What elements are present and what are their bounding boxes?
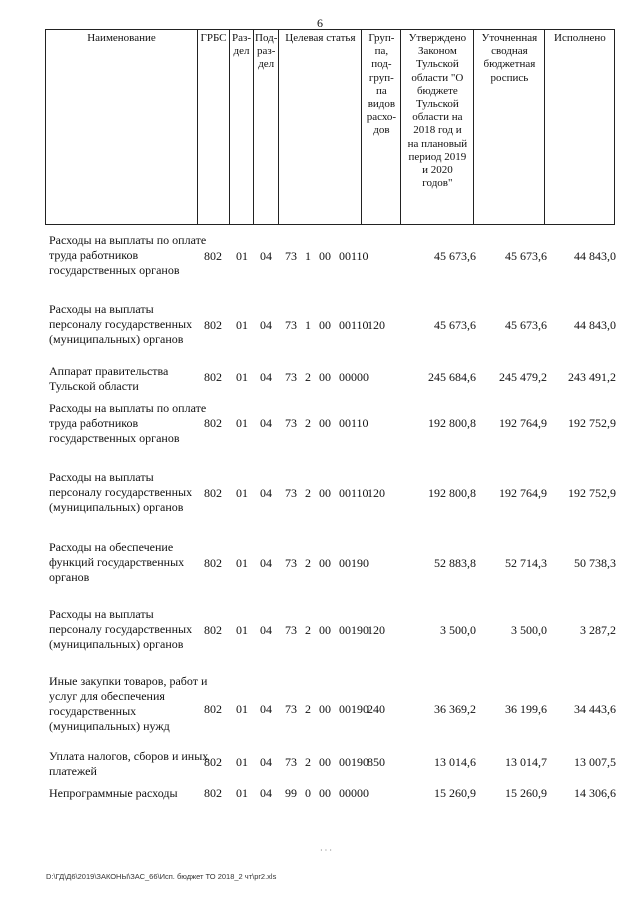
row-name: Расходы на выплаты персоналу государственных (муниципальных) органов [49,607,193,651]
row-podrazdel: 04 [260,556,272,570]
row-refined: 192 764,9 [499,486,547,500]
row-grbs: 802 [204,623,222,637]
row-refined: 36 199,6 [505,702,547,716]
row-podrazdel: 04 [260,623,272,637]
column-header-vid: Груп- па, под- груп- па видов расхо- дов [362,30,401,225]
row-approved: 45 673,6 [434,318,476,332]
row-target: 73 2 00 00190 [285,556,369,570]
row-vid: 120 [367,318,385,332]
row-refined: 15 260,9 [505,786,547,800]
row-executed: 192 752,9 [568,486,616,500]
footer-file-path: D:\ГД\Д6\2019\ЗАКОНЫ\ЗАС_66\Исп. бюджет ТО 2018_2 чт\pr2.xls [46,872,277,881]
column-header-executed: Исполнено [545,30,615,225]
row-target: 73 2 00 00190 [285,702,369,716]
row-grbs: 802 [204,702,222,716]
column-header-name: Наименование [46,30,198,225]
row-name: Уплата налогов, сборов и иных платежей [49,749,209,778]
column-header-target: Целевая статья [279,30,362,225]
row-grbs: 802 [204,370,222,384]
row-approved: 3 500,0 [440,623,476,637]
row-name: Иные закупки товаров, работ и услуг для обеспечения государственных (муниципальных) нужд [49,674,208,733]
row-razdel: 01 [236,786,248,800]
row-grbs: 802 [204,249,222,263]
row-approved: 192 800,8 [428,416,476,430]
row-vid: 120 [367,623,385,637]
row-razdel: 01 [236,249,248,263]
row-approved: 52 883,8 [434,556,476,570]
row-podrazdel: 04 [260,370,272,384]
row-target: 73 2 00 00000 [285,370,369,384]
row-executed: 44 843,0 [574,249,616,263]
row-vid: 120 [367,486,385,500]
row-name: Расходы на выплаты по оплате труда работников государственных органов [49,401,207,445]
row-grbs: 802 [204,786,222,800]
row-executed: 3 287,2 [580,623,616,637]
row-podrazdel: 04 [260,486,272,500]
row-name: Непрограммные расходы [49,786,178,800]
row-refined: 245 479,2 [499,370,547,384]
row-name: Расходы на выплаты по оплате труда работников государственных органов [49,233,207,277]
row-grbs: 802 [204,755,222,769]
row-executed: 34 443,6 [574,702,616,716]
page-number: 6 [317,16,323,30]
row-name: Расходы на обеспечение функций государственных органов [49,540,185,584]
row-grbs: 802 [204,416,222,430]
row-executed: 243 491,2 [568,370,616,384]
row-vid: 850 [367,755,385,769]
row-executed: 44 843,0 [574,318,616,332]
row-razdel: 01 [236,416,248,430]
row-refined: 45 673,6 [505,318,547,332]
row-approved: 13 014,6 [434,755,476,769]
row-razdel: 01 [236,755,248,769]
row-grbs: 802 [204,318,222,332]
row-podrazdel: 04 [260,755,272,769]
row-razdel: 01 [236,370,248,384]
row-approved: 45 673,6 [434,249,476,263]
row-podrazdel: 04 [260,702,272,716]
row-podrazdel: 04 [260,318,272,332]
row-name: Аппарат правительства Тульской области [49,364,169,393]
row-grbs: 802 [204,556,222,570]
row-name: Расходы на выплаты персоналу государственных (муниципальных) органов [49,470,193,514]
row-podrazdel: 04 [260,416,272,430]
row-grbs: 802 [204,486,222,500]
row-razdel: 01 [236,702,248,716]
row-target: 73 1 00 00110 [285,249,369,263]
row-target: 73 2 00 00110 [285,416,369,430]
row-refined: 13 014,7 [505,755,547,769]
scan-specks: · · · [320,846,332,855]
column-header-grbs: ГРБС [198,30,230,225]
row-approved: 15 260,9 [434,786,476,800]
row-executed: 50 738,3 [574,556,616,570]
row-name: Расходы на выплаты персоналу государственных (муниципальных) органов [49,302,193,346]
row-razdel: 01 [236,556,248,570]
row-approved: 36 369,2 [434,702,476,716]
row-vid: 240 [367,702,385,716]
row-razdel: 01 [236,318,248,332]
row-refined: 45 673,6 [505,249,547,263]
column-header-approved: Утверждено Законом Тульской области "О бюджете Тульской области на 2018 год и на плановый период 2019 и 2020 годов" [401,30,474,225]
row-podrazdel: 04 [260,249,272,263]
row-approved: 245 684,6 [428,370,476,384]
column-header-podrazdel: Под- раз- дел [254,30,279,225]
row-refined: 3 500,0 [511,623,547,637]
row-approved: 192 800,8 [428,486,476,500]
column-header-refined: Уточненная сводная бюджетная роспись [474,30,545,225]
column-header-razdel: Раз- дел [230,30,254,225]
row-target: 73 2 00 00190 [285,623,369,637]
row-executed: 13 007,5 [574,755,616,769]
row-target: 73 2 00 00110 [285,486,369,500]
row-target: 99 0 00 00000 [285,786,369,800]
row-refined: 192 764,9 [499,416,547,430]
row-executed: 14 306,6 [574,786,616,800]
row-podrazdel: 04 [260,786,272,800]
row-target: 73 1 00 00110 [285,318,369,332]
row-refined: 52 714,3 [505,556,547,570]
row-executed: 192 752,9 [568,416,616,430]
row-target: 73 2 00 00190 [285,755,369,769]
row-razdel: 01 [236,486,248,500]
row-razdel: 01 [236,623,248,637]
